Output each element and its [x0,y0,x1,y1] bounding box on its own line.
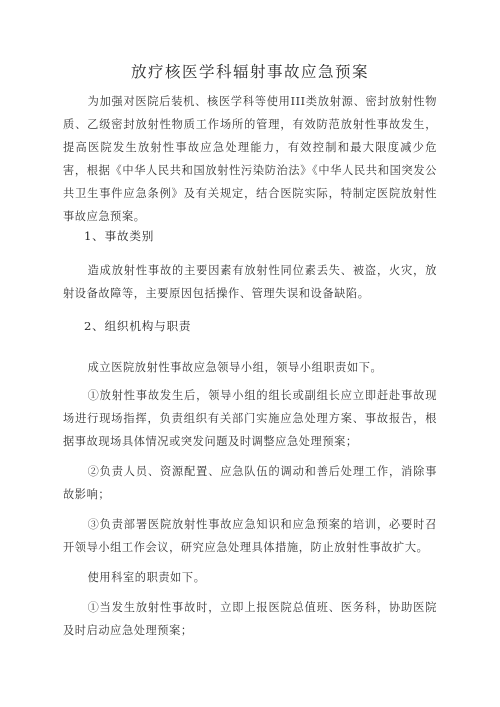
leader-duty-3-paragraph: ③负责部署医院放射性事故应急知识和应急预案的培训，必要时召开领导小组工作会议，研究应急处理具体措施，防止放射性事故扩大。 [63,518,437,554]
department-duty-1-paragraph: ①当发生放射性事故时，立即上报医院总值班、医务科，协助医院及时启动应急处理预案； [63,601,437,637]
leader-duty-1-paragraph: ①放射性事故发生后，领导小组的组长或副组长应立即赶赴事故现场进行现场指挥，负责组织有关部门实施应急处理方案、事故报告，根据事故现场具体情况或突发问题及时调整应急处理预案； [63,389,437,448]
intro-paragraph: 为加强对医院后装机、核医学科等使用III类放射源、密封放射性物质、乙级密封放射性物质工作场所的管理，有效防范放射性事故发生，提高医院发生放射性事故应急处理能力，有效控制和最大限度减少危害，根据《中华人民共和国放射性污染防治法》《中华人民共和国突发公共卫生事件应急条例》及有关规定，结合医院实际，特制定医院放射性事故应急预案。 [63,95,437,223]
organization-intro-paragraph: 成立医院放射性事故应急领导小组，领导小组职责如下。 [87,361,383,374]
leader-duty-2-paragraph: ②负责人员、资源配置、应急队伍的调动和善后处理工作，消除事故影响； [63,465,437,501]
document-title: 放疗核医学科辐射事故应急预案 [130,63,369,81]
section-accident-types-text: 造成放射性事故的主要因素有放射性同位素丢失、被盗，火灾，放射设备故障等，主要原因包括操作、管理失误和设备缺陷。 [63,264,437,300]
department-duty-intro-paragraph: 使用科室的职责如下。 [87,571,206,584]
section-heading-accident-types: 1、事故类别 [84,229,155,243]
section-heading-organization: 2、组织机构与职责 [84,319,192,333]
